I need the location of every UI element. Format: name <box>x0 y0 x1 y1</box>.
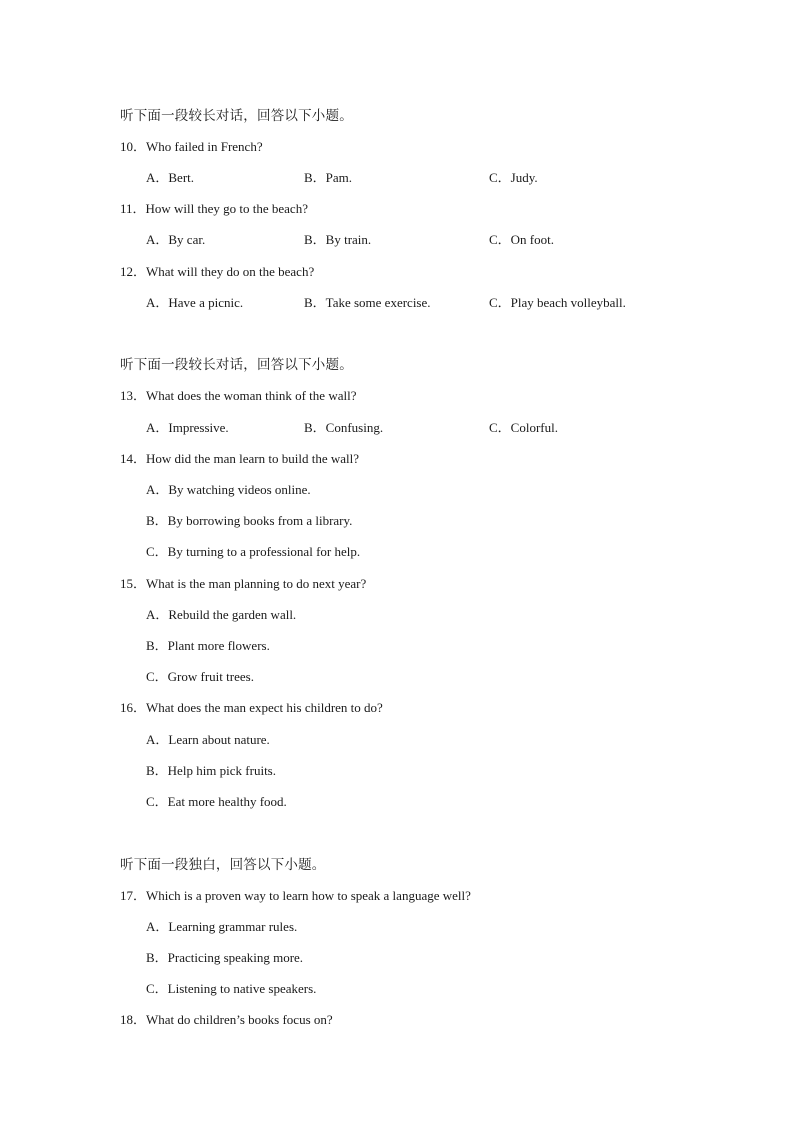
option-11-a: A．By car. <box>146 232 206 247</box>
section-header: 听下面一段较长对话，回答以下小题。 <box>120 108 353 124</box>
question-15: 15．What is the man planning to do next year? <box>120 576 367 591</box>
option-11-b: B．By train. <box>304 232 372 247</box>
question-11: 11．How will they go to the beach? <box>120 201 308 216</box>
option-12-b: B．Take some exercise. <box>304 295 431 310</box>
option-17-a: A．Learning grammar rules. <box>146 919 298 934</box>
option-14-c: C．By turning to a professional for help. <box>146 544 361 559</box>
option-12-c: C．Play beach volleyball. <box>489 295 626 310</box>
question-12: 12．What will they do on the beach? <box>120 264 315 279</box>
question-13: 13．What does the woman think of the wall? <box>120 388 357 403</box>
option-14-b: B．By borrowing books from a library. <box>146 513 353 528</box>
option-10-a: A．Bert. <box>146 170 195 185</box>
section-header: 听下面一段较长对话，回答以下小题。 <box>120 357 353 373</box>
option-15-a: A．Rebuild the garden wall. <box>146 607 297 622</box>
option-15-c: C．Grow fruit trees. <box>146 669 254 684</box>
option-13-c: C．Colorful. <box>489 420 558 435</box>
question-16: 16．What does the man expect his children to do? <box>120 700 383 715</box>
option-11-c: C．On foot. <box>489 232 555 247</box>
option-16-b: B．Help him pick fruits. <box>146 763 276 778</box>
option-14-a: A．By watching videos online. <box>146 482 311 497</box>
option-17-c: C．Listening to native speakers. <box>146 981 317 996</box>
option-13-b: B．Confusing. <box>304 420 384 435</box>
option-12-a: A．Have a picnic. <box>146 295 244 310</box>
section-header: 听下面一段独白，回答以下小题。 <box>120 857 326 873</box>
question-10: 10．Who failed in French? <box>120 139 263 154</box>
option-17-b: B．Practicing speaking more. <box>146 950 304 965</box>
question-17: 17．Which is a proven way to learn how to speak a language well? <box>120 888 471 903</box>
option-10-c: C．Judy. <box>489 170 538 185</box>
option-16-c: C．Eat more healthy food. <box>146 794 287 809</box>
option-10-b: B．Pam. <box>304 170 353 185</box>
option-16-a: A．Learn about nature. <box>146 732 270 747</box>
question-14: 14．How did the man learn to build the wall? <box>120 451 360 466</box>
question-18: 18．What do children’s books focus on? <box>120 1012 333 1027</box>
option-15-b: B．Plant more flowers. <box>146 638 270 653</box>
option-13-a: A．Impressive. <box>146 420 229 435</box>
